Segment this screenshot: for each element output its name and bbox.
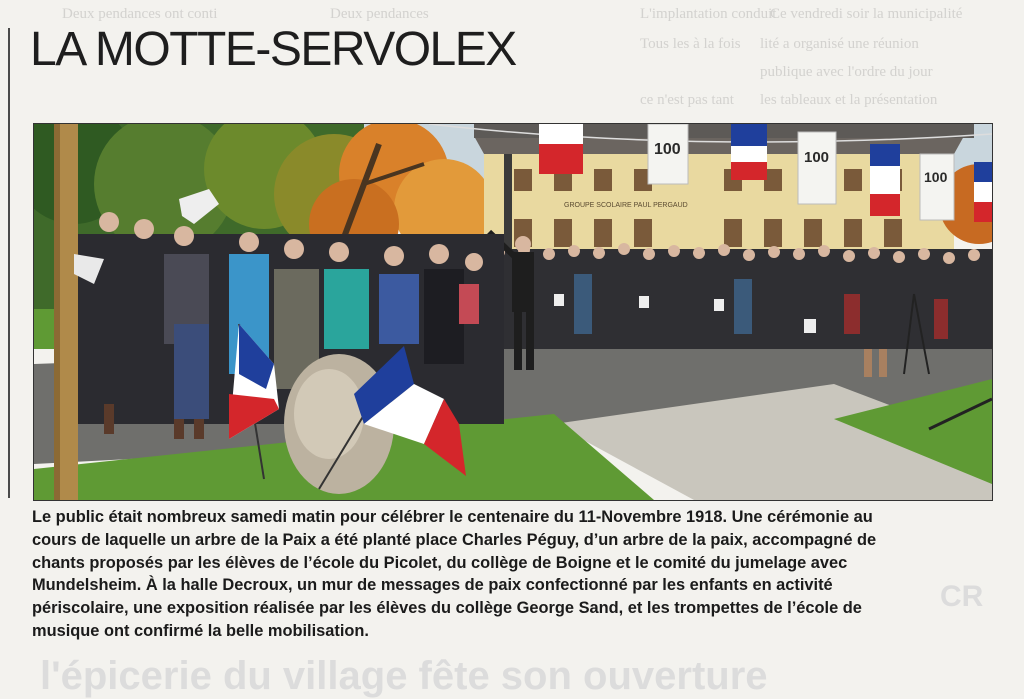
photo-caption <box>32 506 990 643</box>
building-sign: GROUPE SCOLAIRE PAUL PERGAUD <box>564 202 688 209</box>
banner-label: 100 <box>654 141 681 158</box>
article-headline: LA MOTTE-SERVOLEX <box>30 23 516 76</box>
caption-line: musique ont confirmé la belle mobilisation. <box>32 621 369 640</box>
bleed-through-text: Tous les à la fois <box>640 36 741 52</box>
caption-line: périscolaire, une exposition réalisée par les élèves du collège George Sand, et les trompettes de l’école de <box>32 599 862 618</box>
bleed-through-text: Deux pendances ont conti <box>62 6 218 22</box>
bleed-through-headline: CR <box>940 580 984 613</box>
banner-label: 100 <box>924 169 948 185</box>
bleed-through-text: lité a organisé une réunion <box>760 36 919 52</box>
caption-line: Le public était nombreux samedi matin pour célébrer le centenaire du 11-Novembre 1918. Une cérémonie au <box>32 508 873 526</box>
bleed-through-headline: l'épicerie du village fête son ouverture <box>40 654 768 698</box>
bleed-through-text: Deux pendances <box>330 6 429 22</box>
bleed-through-text: les tableaux et la présentation <box>760 92 938 108</box>
bleed-through-text: publique avec l'ordre du jour <box>760 64 933 80</box>
article-photo <box>33 123 993 501</box>
caption-line: chants proposés par les élèves de l’école du Picolet, du collège de Boigne et le comité du jumelage avec <box>32 553 848 572</box>
bleed-through-text: Ce vendredi soir la municipalité <box>770 6 963 22</box>
caption-line: Mundelsheim. À la halle Decroux, un mur de messages de paix confectionné par les enfants en activité <box>32 576 833 595</box>
column-rule <box>8 28 10 498</box>
bleed-through-text: ce n'est pas tant <box>640 92 734 108</box>
banner-label: 100 <box>804 149 830 166</box>
bleed-through-text: L'implantation conduit <box>640 6 777 22</box>
caption-line: cours de laquelle un arbre de la Paix a été planté place Charles Péguy, d’un arbre de la paix, accompagné de <box>32 530 877 549</box>
